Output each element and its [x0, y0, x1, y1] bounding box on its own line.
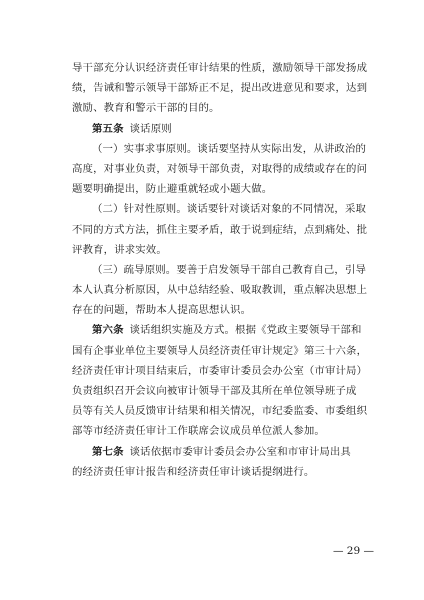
text-line: 本人认真分析原因，从中总结经验、吸取教训，重点解决思想上: [72, 284, 368, 297]
text-line: 评教育，讲求实效。: [72, 243, 167, 256]
article-text: 谈话组织实施及方式。根据《党政主要领导干部和: [129, 324, 362, 337]
text-line: 员等有关人员反馈审计结果和相关情况，市纪委监委、市委组织: [72, 405, 368, 418]
article-label: 第七条: [92, 445, 124, 458]
text-line: 不同的方式方法，抓住主要矛盾，敢于说到症结，点到痛处、批: [72, 223, 368, 236]
text-line: 负责组织召开会议向被审计领导干部及其所在单位领导班子成: [72, 385, 357, 397]
document-body: [72, 58, 372, 482]
text-line: 存在的问题，帮助本人提高思想认识。: [72, 304, 252, 317]
text-line: 激励、教育和警示干部的目的。: [72, 102, 220, 115]
text-line: 的经济责任审计报告和经济责任审计谈话提纲进行。: [72, 465, 315, 478]
article-heading: [72, 442, 372, 462]
text-line: （二）针对性原则。谈话要针对谈话对象的不同情况，采取: [92, 203, 367, 216]
article-text: 谈话依据市委审计委员会办公室和市审计局出具: [129, 445, 351, 458]
text-line: 部等市经济责任审计工作联席会议成员单位派人参加。: [72, 425, 325, 438]
text-line: 绩，告诫和警示领导干部矫正不足，提出改进意见和要求，达到: [72, 82, 368, 95]
text-line: 题要明确提出，防止避重就轻或小题大做。: [72, 183, 273, 196]
article-text: 谈话原则: [129, 122, 172, 135]
article-heading: [72, 320, 372, 340]
article-heading: [72, 119, 372, 139]
text-line: 导干部充分认识经济责任审计结果的性质，激励领导干部发扬成: [72, 62, 368, 74]
article-label: 第五条: [92, 122, 124, 135]
article-label: 第六条: [92, 324, 124, 337]
text-line: 高度，对事业负责，对领导干部负责，对取得的成绩或存在的问: [72, 162, 368, 175]
text-line: 经济责任审计项目结束后，市委审计委员会办公室（市审计局）: [72, 364, 368, 377]
page-number: — 29 —: [332, 545, 374, 557]
text-line: 国有企事业单位主要领导人员经济责任审计规定》第三十六条，: [72, 344, 368, 357]
text-line: （一）实事求事原则。谈话要坚持从实际出发，从讲政治的: [92, 142, 367, 155]
text-line: （三）疏导原则。要善于启发领导干部自己教育自己，引导: [92, 263, 367, 276]
